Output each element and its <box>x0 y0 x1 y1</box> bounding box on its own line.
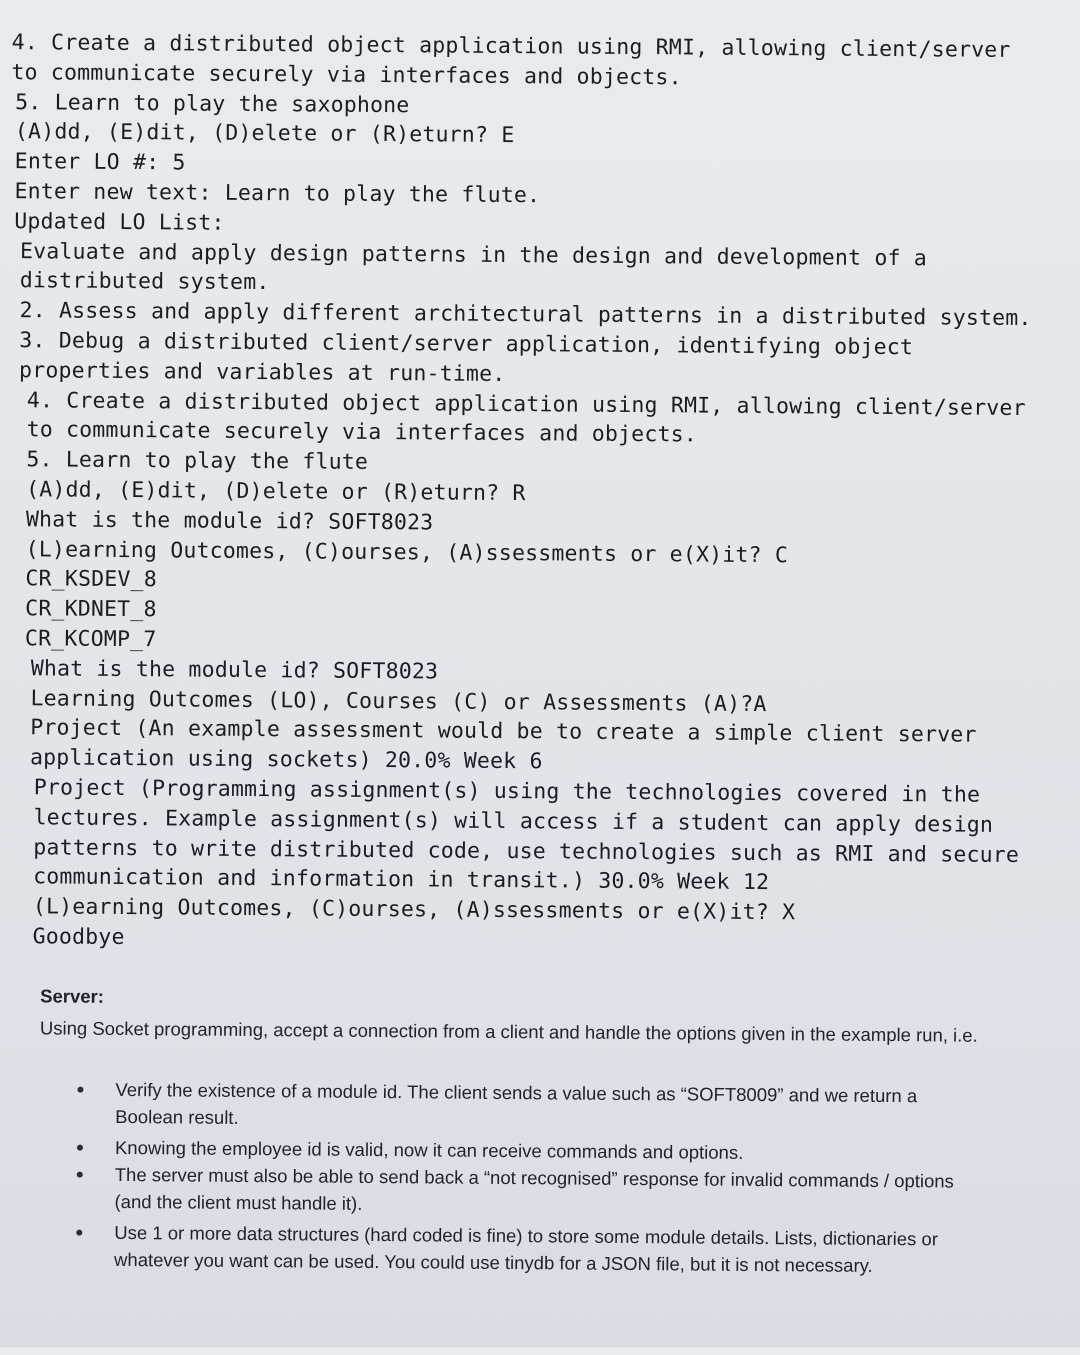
server-requirements <box>38 982 990 1279</box>
console-line: 5. Learn to play the flute <box>26 447 369 476</box>
console-line: 2. Assess and apply different architectural patterns in a distributed system. <box>19 298 1032 332</box>
list-item <box>114 1219 988 1280</box>
console-line: CR_KCOMP_7 <box>24 626 157 653</box>
console-line: Project (Programming assignment(s) using the technologies covered in the <box>33 775 981 808</box>
console-line: Updated LO List: <box>14 208 225 236</box>
console-line: (L)earning Outcomes, (C)ourses, (A)ssessments or e(X)it? C <box>25 536 789 568</box>
list-item-text: Use 1 or more data structures (hard coded is fine) to store some module details. Lists, dictionaries or whatever you want can be used. You could use tinydb for a JSON file, but it is not necessary. <box>114 1221 939 1276</box>
console-line: 5. Learn to play the saxophone <box>15 89 410 118</box>
console-line: CR_KDNET_8 <box>25 596 157 623</box>
console-line: (A)dd, (E)dit, (D)elete or (R)eturn? E <box>14 119 515 149</box>
list-item-text: The server must also be able to send back a “not recognised” response for invalid commands / options (and the client must handle it). <box>114 1163 954 1214</box>
console-line: (L)earning Outcomes, (C)ourses, (A)ssessments or e(X)it? X <box>32 894 796 926</box>
console-line: Goodbye <box>32 924 125 950</box>
server-heading: Server: <box>40 985 105 1007</box>
bullet-icon <box>77 1145 83 1151</box>
list-item <box>115 1076 989 1137</box>
console-line: What is the module id? SOFT8023 <box>30 655 439 685</box>
list-item-text: Knowing the employee id is valid, now it can receive commands and options. <box>114 1136 744 1163</box>
console-line: patterns to write distributed code, use technologies such as RMI and secure <box>33 834 1020 868</box>
console-line: lectures. Example assignment(s) will access if a student can apply design <box>33 805 994 838</box>
console-line: Enter new text: Learn to play the flute. <box>14 179 541 209</box>
list-item <box>114 1161 988 1222</box>
console-line: properties and variables at run-time. <box>18 357 506 387</box>
console-line: application using sockets) 20.0% Week 6 <box>29 745 543 775</box>
console-line: 3. Debug a distributed client/server application, identifying object <box>19 328 914 361</box>
bullet-icon <box>76 1230 82 1236</box>
console-line: 4. Create a distributed object application using RMI, allowing client/server <box>26 387 1026 421</box>
console-line: (A)dd, (E)dit, (D)elete or (R)eturn? R <box>26 477 526 507</box>
console-line: Learning Outcomes (LO), Courses (C) or Assessments (A)?A <box>30 685 767 717</box>
requirements-list <box>38 1075 990 1279</box>
console-output <box>5 28 1062 960</box>
console-line: CR_KSDEV_8 <box>25 566 158 593</box>
server-intro: Using Socket programming, accept a connection from a client and handle the options given in the example run, i.e. <box>39 1017 978 1046</box>
console-line: communication and information in transit.) 30.0% Week 12 <box>33 864 770 896</box>
console-line: to communicate securely via interfaces and objects. <box>26 417 698 448</box>
bullet-icon <box>77 1087 83 1093</box>
list-item-text: Verify the existence of a module id. The client sends a value such as “SOFT8009” and we return a Boolean result. <box>115 1078 918 1128</box>
console-line: 4. Create a distributed object application using RMI, allowing client/server <box>11 30 1011 63</box>
console-line: Evaluate and apply design patterns in the design and development of a <box>19 238 928 271</box>
console-line: What is the module id? SOFT8023 <box>25 506 434 536</box>
console-line: Project (An example assessment would be to create a simple client server <box>30 715 977 749</box>
console-line: Enter LO #: 5 <box>14 149 186 176</box>
bullet-icon <box>77 1172 83 1178</box>
console-line: to communicate securely via interfaces and objects. <box>11 59 682 91</box>
console-line: distributed system. <box>19 268 270 296</box>
